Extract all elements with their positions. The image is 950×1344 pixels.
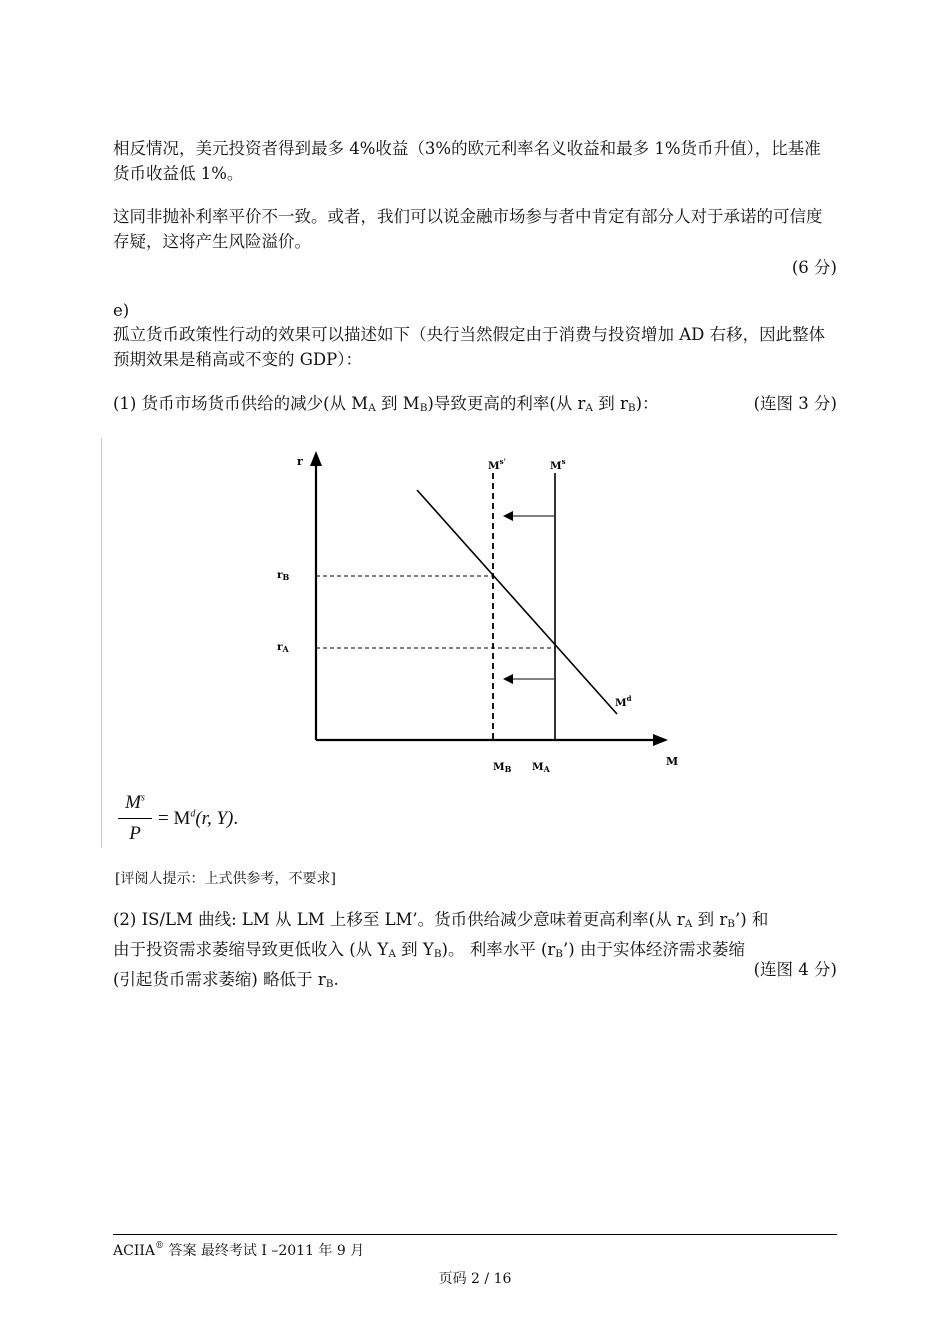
formula-rhs-sup: d [190,808,196,820]
item-1-mid3: 到 r [593,394,628,413]
item-2-sub-a: A [684,918,693,930]
money-demand-label: $M^d$ [615,694,632,709]
item-1-mid2: )导致更高的利率(从 r [427,394,586,413]
formula-denominator: P [129,823,141,844]
item-2-to: 到 r [692,910,728,929]
grader-note: [评阅人提示：上式供参考，不要求] [115,871,336,887]
section-e-label: e) [113,301,130,320]
y-tick-rb: rB [277,569,290,582]
formula-numerator [118,792,152,816]
page-number: 页码 2 / 16 [438,1271,512,1287]
item-2-line1: (2) IS/LM 曲线: LM 从 LM 上移至 LM’。货币供给减少意味着更高利率(从 r [113,910,685,929]
item-1-suffix: )： [635,394,659,413]
sub-a: A [368,402,376,414]
formula-rhs-eq: = M [158,808,191,829]
sub-b: B [419,402,428,414]
item-2-line2-end: )。 利率水平 (r [441,940,556,959]
item-2-sub-b: B [727,918,735,930]
item-1-prefix: (1) 货币市场货币供给的减少(从 M [113,394,369,413]
item-2-line2-start: 由于投资需求萎缩导致更低收入 (从 Y [113,940,389,959]
y-axis-label: r [297,455,303,468]
item-2-line1-end: ’) 和 [734,910,769,929]
x-axis-label: M [666,755,679,768]
money-supply-new-label: $M^{s'}$ [488,457,506,472]
item-2-sub-ya: A [388,948,396,960]
item-2-sub-yb: B [433,948,442,960]
formula-rhs [158,808,238,830]
sub-a2: A [585,402,594,414]
item-2-line2-tail: ’) 由于实体经济需求萎缩 [563,940,745,959]
points-4: (连图 4 分) [753,960,837,979]
x-tick-ma: MA [532,761,550,774]
points-3: (连图 3 分) [753,394,837,413]
x-tick-mb: MB [493,761,512,774]
item-2-sub-b3: B [555,948,564,960]
fraction-bar [118,818,152,819]
footer-registered-mark: ® [155,1241,164,1251]
formula-args: (r, Y) [195,808,234,829]
formula-fraction [118,792,152,845]
formula-end: . [233,808,239,829]
item-2-sub-b4: B [325,978,334,990]
points-6: (6 分) [791,258,837,277]
y-axis-arrow-icon [310,451,322,466]
item-2-to2: 到 Y [395,940,434,959]
footer-brand: ACIIA [113,1243,155,1259]
item-1-mid: 到 M [375,394,420,413]
formula-num-sup: s [140,792,145,804]
item-2-line3-end: . [333,970,339,989]
paragraph-1: 相反情况，美元投资者得到最多 4%收益（3%的欧元利率名义收益和最多 1%货币升值），比基准货币收益低 1%。 [113,139,821,183]
footer-divider [113,1234,837,1235]
footer-left [113,1240,364,1260]
x-axis-arrow-icon [653,734,668,746]
formula-num-base: M [125,792,141,813]
item-2-text [113,907,837,997]
footer-title: 答案 最终考试 I –2011 年 9 月 [164,1243,365,1259]
sub-b2: B [627,402,636,414]
paragraph-3: 孤立货币政策性行动的效果可以描述如下（央行当然假定由于消费与投资增加 AD 右移，因此整体预期效果是稍高或不变的 GDP）： [113,325,826,369]
paragraph-2: 这同非抛补利率平价不一致。或者，我们可以说金融市场参与者中肯定有部分人对于承诺的可信度存疑，这将产生风险溢价。 [113,207,823,251]
money-supply-old-label: $M^s$ [550,457,566,472]
item-2-line3: (引起货币需求萎缩) 略低于 r [113,970,326,989]
y-tick-ra: rA [277,641,289,654]
money-demand-line [417,490,617,714]
